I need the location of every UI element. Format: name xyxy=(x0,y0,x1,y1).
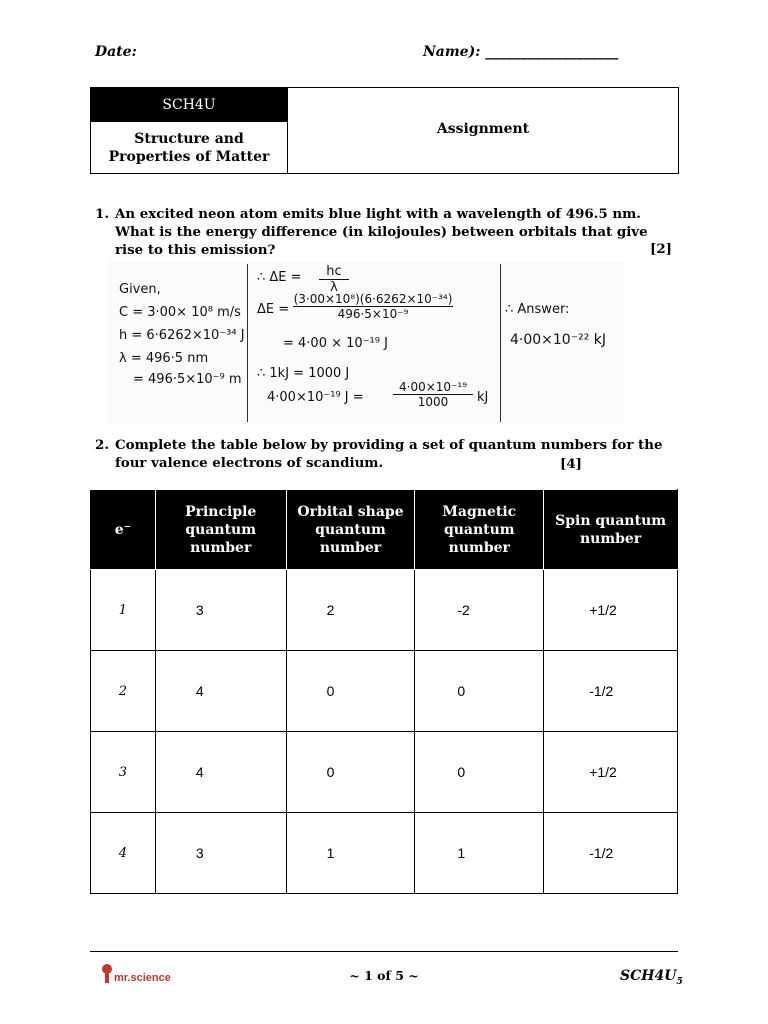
cell-electron: 2 xyxy=(91,651,156,732)
work-answer-label: ∴ Answer: xyxy=(505,302,570,317)
work-lambda: λ = 496·5 nm xyxy=(119,351,209,366)
cell-orbital-shape: 0 xyxy=(286,732,415,813)
work-de-result: = 4·00 × 10⁻¹⁹ J xyxy=(283,336,388,351)
cell-principle: 3 xyxy=(155,570,286,651)
page-number: ~ 1 of 5 ~ xyxy=(349,968,419,983)
table-row xyxy=(91,570,678,651)
cell-magnetic: -2 xyxy=(415,570,544,651)
footer-course xyxy=(620,968,683,987)
question-1-text: An excited neon atom emits blue light with a wavelength of 496.5 nm. What is the energy difference (in kilojoules) between orbitals that give rise to this emission? xyxy=(115,206,648,258)
question-1-marks: [2] xyxy=(650,241,672,257)
table-row xyxy=(91,813,678,894)
handwritten-solution xyxy=(107,262,625,425)
work-hc-fraction xyxy=(319,264,349,295)
cell-magnetic: 0 xyxy=(415,732,544,813)
quantum-numbers-table xyxy=(90,489,678,894)
work-kj-eq: ∴ 1kJ = 1000 J xyxy=(257,366,350,381)
work-answer: 4·00×10⁻²² kJ xyxy=(510,332,607,348)
work-kj-unit: kJ xyxy=(477,390,489,405)
work-h: h = 6·6262×10⁻³⁴ J xyxy=(119,328,245,343)
work-de2-fraction xyxy=(293,292,453,321)
cell-magnetic: 1 xyxy=(415,813,544,894)
work-c: C = 3·00× 10⁸ m/s xyxy=(119,305,241,320)
work-de-label: ∴ ΔE = xyxy=(257,270,302,285)
footer-divider xyxy=(90,951,678,952)
header-orbital-shape: Orbital shape quantum number xyxy=(286,490,415,570)
work-divider-1 xyxy=(247,264,248,422)
course-header-box xyxy=(90,87,679,174)
cell-spin: +1/2 xyxy=(544,570,678,651)
cell-electron: 3 xyxy=(91,732,156,813)
work-de2-num: (3·00×10⁸)(6·6262×10⁻³⁴) xyxy=(293,292,453,306)
date-label: Date: xyxy=(95,44,137,60)
work-kj-num: 4·00×10⁻¹⁹ xyxy=(399,380,467,394)
footer-course-code: SCH4U xyxy=(620,968,677,984)
course-code: SCH4U xyxy=(91,88,287,121)
cell-orbital-shape: 0 xyxy=(286,651,415,732)
work-de2-label: ΔE = xyxy=(257,302,290,317)
cell-principle: 3 xyxy=(155,813,286,894)
question-1-number: 1. xyxy=(95,206,109,222)
cell-spin: -1/2 xyxy=(544,813,678,894)
header-principle: Principle quantum number xyxy=(155,490,286,570)
question-2-text: Complete the table below by providing a set of quantum numbers for the four valence electrons of scandium. xyxy=(115,437,663,471)
question-2-marks: [4] xyxy=(560,456,582,472)
work-divider-2 xyxy=(500,264,501,422)
table-row xyxy=(91,732,678,813)
footer-course-sub: 5 xyxy=(676,976,683,987)
header-electron: e⁻ xyxy=(91,490,156,570)
table-row xyxy=(91,651,678,732)
work-hc-num: hc xyxy=(326,264,342,279)
cell-magnetic: 0 xyxy=(415,651,544,732)
work-kj-den: 1000 xyxy=(393,394,473,409)
work-lambda-converted: = 496·5×10⁻⁹ m xyxy=(133,372,242,387)
cell-spin: -1/2 xyxy=(544,651,678,732)
cell-orbital-shape: 1 xyxy=(286,813,415,894)
header-magnetic: Magnetic quantum number xyxy=(415,490,544,570)
cell-electron: 4 xyxy=(91,813,156,894)
cell-principle: 4 xyxy=(155,732,286,813)
work-hc-den: λ xyxy=(319,279,349,295)
work-de2-den: 496·5×10⁻⁹ xyxy=(293,306,453,321)
work-kj-left: 4·00×10⁻¹⁹ J = xyxy=(267,390,364,405)
name-label: Name): ___________________ xyxy=(423,44,619,60)
assignment-label: Assignment xyxy=(436,120,530,137)
cell-electron: 1 xyxy=(91,570,156,651)
header-spin: Spin quantum number xyxy=(544,490,678,570)
cell-principle: 4 xyxy=(155,651,286,732)
cell-spin: +1/2 xyxy=(544,732,678,813)
table-header-row xyxy=(91,490,678,570)
work-given: Given, xyxy=(119,282,161,297)
unit-title: Structure and Properties of Matter xyxy=(91,121,287,174)
work-kj-fraction xyxy=(393,380,473,409)
question-2-number: 2. xyxy=(95,437,109,453)
logo-text: mr.science xyxy=(114,972,171,984)
cell-orbital-shape: 2 xyxy=(286,570,415,651)
